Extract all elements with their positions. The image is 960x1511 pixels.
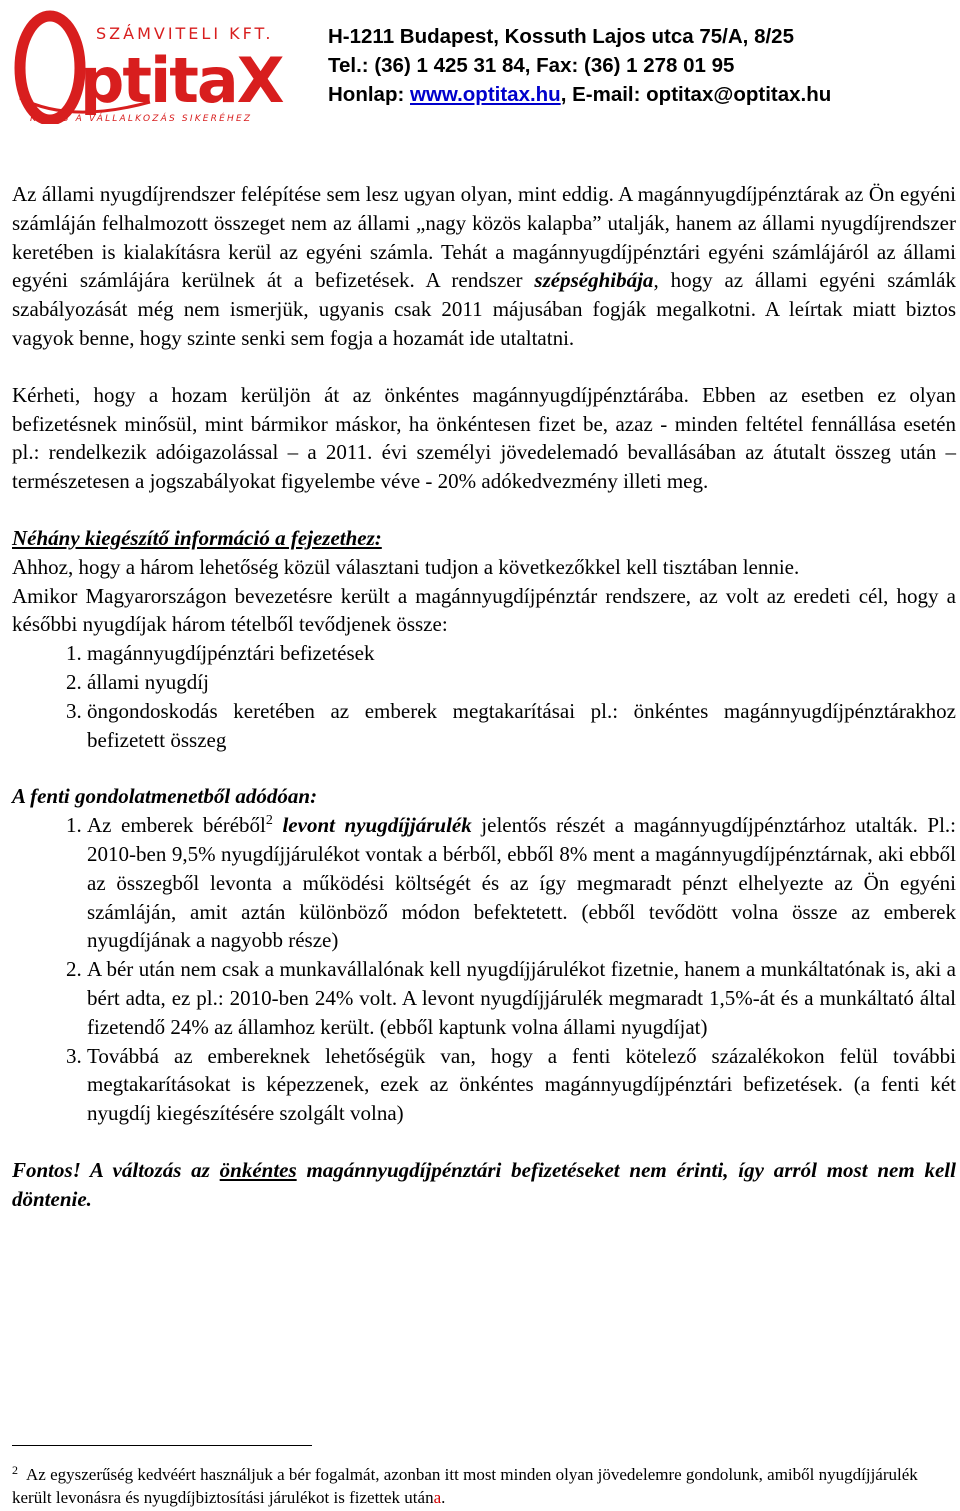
- section1-line1: Ahhoz, hogy a három lehetőség közül választani tudjon a következőkkel kell tisztában lennie.: [12, 554, 800, 579]
- address-line: H-1211 Budapest, Kossuth Lajos utca 75/A, 8/25: [328, 25, 794, 48]
- svg-text:ptitaX: ptitaX: [80, 44, 283, 117]
- optitax-logo: [10, 6, 290, 124]
- paragraph-voluntary-transfer: Kérheti, hogy a hozam kerüljön át az önkéntes magánnyugdíjpénztárába. Ebben az esetben ez olyan befizetésnek minősül, mint bármikor máskor, ha önkéntesen fizet be, azaz - minden feltétel fennállása esetén pl.: rendelkezik adóigazolással – a 2011. évi személyi jövedelemadó bevallásában az átutalt összeg után – természetesen a jogszabályokat figyelembe véve - 20% adókedvezmény illeti meg.: [12, 382, 956, 494]
- footnote-number: 2: [12, 1463, 18, 1477]
- web-label: Honlap:: [328, 83, 410, 106]
- pension-components-list: [12, 639, 956, 754]
- company-info: [328, 22, 831, 109]
- footnote-ref[interactable]: 2: [265, 813, 273, 829]
- emphasis-contribution: levont nyugdíjjárulék: [282, 813, 472, 838]
- section1-line2: Amikor Magyarországon bevezetésre került a magánnyugdíjpénztár rendszere, az volt az eredeti cél, hogy a későbbi nyugdíjak három tételből tevődjenek össze:: [12, 583, 956, 637]
- svg-text:SZÁMVITELI KFT.: SZÁMVITELI KFT.: [96, 24, 274, 43]
- paragraph-pension-system: Az állami nyugdíjrendszer felépítése sem lesz ugyan olyan, mint eddig. A magánnyugdíjpénztárak az Ön egyéni számláján felhalmozott összeget nem az állami „nagy közös kalapba” utalják, hanem az állami nyugdíjrendszer keretében is kialakításra kerül az egyéni számla. Tehát a magánnyugdíjpénztári egyéni számlájáról az állami egyéni számlájára kerülnek át a befizetések. A rendszer szépséghibája, hogy az állami egyéni számlák szabályozását még nem ismerjük, ugyanis csak 2011 májusában fogják megalkotni. A leírtak miatt biztos vagyok benne, hogy szinte senki sem fogja a hozamát ide utaltatni.: [12, 182, 956, 350]
- section-heading-additional-info: Néhány kiegészítő információ a fejezethez:: [12, 525, 382, 550]
- email-text: , E-mail: optitax@optitax.hu: [560, 83, 832, 106]
- important-note: Fontos! A változás az önkéntes magánnyugdíjpénztári befizetéseket nem érinti, így arról most nem kell döntenie.: [12, 1157, 956, 1211]
- list-item: 2. állami nyugdíj: [87, 668, 956, 697]
- footnote-last-char: a: [433, 1488, 442, 1507]
- list-item: 1. magánnyugdíjpénztári befizetések: [87, 639, 956, 668]
- footnote: $^2$ Az egyszerűség kedvéért használjuk a bér fogalmát, azonban itt most minden olyan jövedelemre gondolunk, amiből nyugdíjjárulék került levonásra és nyugdíjbiztosítási járulékot is fizettek utána.: [12, 1463, 918, 1507]
- web-email-line: [328, 80, 831, 109]
- website-link[interactable]: www.optitax.hu: [410, 83, 561, 106]
- letterhead: [0, 0, 960, 130]
- phone-fax-line: Tel.: (36) 1 425 31 84, Fax: (36) 1 278 01 95: [328, 54, 735, 77]
- section-heading-consequently: A fenti gondolatmenetből adódóan:: [12, 784, 318, 809]
- document-body: [12, 180, 956, 1214]
- consequences-list: [12, 811, 956, 1128]
- list-item: 2. A bér után nem csak a munkavállalónak kell nyugdíjjárulékot fizetnie, hanem a munkáltatónak is, aki a bért adta, ez pl.: 2010-ben 24% volt. A levont nyugdíjjárulék megmaradt 1,5%-át és a munkáltató által fizetendő 24% az államhoz került. (ebből kaptunk volna állami nyugdíjat): [87, 955, 956, 1041]
- svg-text:KULCS A VÁLLALKOZÁS SIKERÉHEZ: KULCS A VÁLLALKOZÁS SIKERÉHEZ: [30, 114, 253, 124]
- emphasis-flaw: szépséghibája: [534, 268, 654, 293]
- list-item: 1. Az emberek béréből$^2$ levont nyugdíjjárulék jelentős részét a magánnyugdíjpénztárhoz utalták. Pl.: 2010-ben 9,5% nyugdíjjárulékot vontak a bérből, ebből 8% ment a magánnyugdíjpénztárnak, aki ebből az összegből levonta a működési költségét és az így megmaradt pénzt elhelyezte az Ön egyéni számláján, amit aztán különböző módon befektetett. (ebből tevődött volna össze az emberek nyugdíjának a nagyobb része): [87, 811, 956, 955]
- list-item: 3. öngondoskodás keretében az emberek megtakarításai pl.: önkéntes magánnyugdíjpénztárakhoz befizetett összeg: [87, 697, 956, 755]
- list-item: 3. Továbbá az embereknek lehetőségük van, hogy a fenti kötelező százalékokon felül további megtakarításokat is képezzenek, ezek az önkéntes magánnyugdíjpénztári befizetések. (a fenti két nyugdíj kiegészítésére szolgált volna): [87, 1042, 956, 1128]
- footnote-divider: [12, 1445, 312, 1446]
